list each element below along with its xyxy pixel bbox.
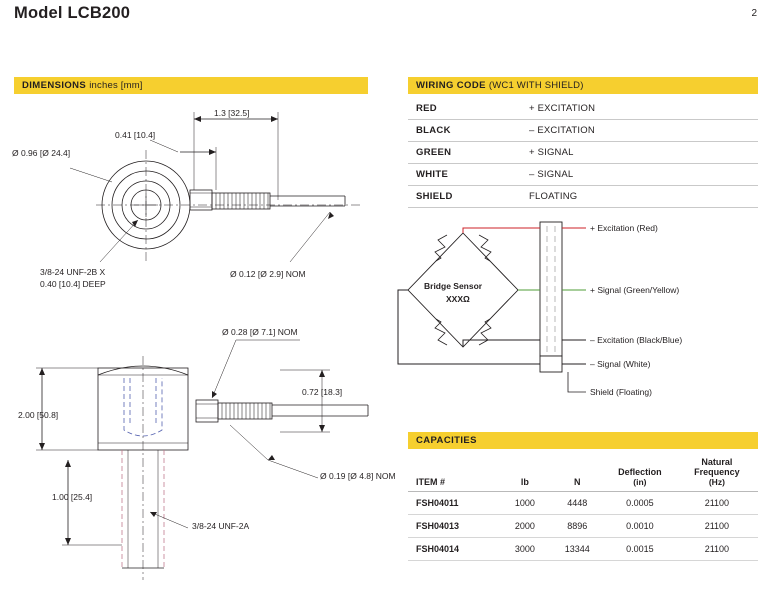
callout-cable-diameter-2: Ø 0.19 [Ø 4.8] NOM: [320, 471, 396, 481]
lead-label-excitation-positive: [590, 223, 658, 234]
table-row: [408, 492, 758, 515]
callout-cable-diameter: Ø 0.12 [Ø 2.9] NOM: [230, 269, 306, 279]
col-header-deflection-unit: (in): [633, 477, 647, 487]
cell-deflection: 0.0005: [604, 492, 676, 515]
cell-frequency: 21100: [676, 515, 758, 538]
lead-label-signal-positive: [590, 285, 679, 296]
col-header-frequency-text: Natural Frequency: [694, 457, 740, 477]
callout-thread-line2: 0.40 [10.4] DEEP: [40, 279, 106, 289]
cell-item: FSH04013: [408, 515, 499, 538]
wire-color: SHIELD: [408, 186, 521, 208]
wire-function: + EXCITATION: [521, 98, 758, 120]
col-header-item: ITEM #: [408, 453, 499, 492]
col-header-deflection: [604, 453, 676, 492]
lead-detail: (Red): [636, 223, 658, 233]
lead-detail: (Floating): [616, 387, 652, 397]
table-row: [408, 186, 758, 208]
callout-neck-length: 0.41 [10.4]: [115, 130, 156, 140]
table-row: [408, 120, 758, 142]
page-title: Model LCB200: [14, 4, 131, 22]
lead-detail: (Black/Blue): [636, 335, 683, 345]
callout-thread-line1: 3/8-24 UNF-2B X: [40, 267, 106, 277]
wire-function: FLOATING: [521, 186, 758, 208]
dimensions-section-title: DIMENSIONS: [22, 80, 87, 91]
cell-lb: 1000: [499, 492, 550, 515]
cable-strain-relief-2: [218, 403, 272, 419]
bridge-sensor-label-line1: Bridge Sensor: [424, 281, 483, 291]
callout-stud-length: 1.00 [25.4]: [52, 492, 93, 502]
table-row: [408, 538, 758, 561]
cell-n: 8896: [550, 515, 604, 538]
table-row: [408, 164, 758, 186]
dimensions-section-subtitle: inches [mm]: [89, 80, 143, 91]
col-header-frequency-unit: (Hz): [708, 477, 725, 487]
lead-detail: (White): [623, 359, 651, 369]
cable-strain-relief: [212, 193, 270, 209]
wire-function: + SIGNAL: [521, 142, 758, 164]
dimensions-section-header: [14, 77, 368, 94]
cell-item: FSH04011: [408, 492, 499, 515]
wire-color: WHITE: [408, 164, 521, 186]
callout-neck-height: 0.72 [18.3]: [302, 387, 343, 397]
wire-function: – SIGNAL: [521, 164, 758, 186]
loadcell-front-neck: [196, 400, 218, 422]
lead-name: + Signal: [590, 285, 621, 295]
cell-frequency: 21100: [676, 538, 758, 561]
cell-n: 4448: [550, 492, 604, 515]
wiring-code-table: [408, 98, 758, 208]
lead-name: + Excitation: [590, 223, 635, 233]
bridge-sensor-label-line2: XXXΩ: [446, 294, 470, 304]
table-row: [408, 98, 758, 120]
lead-label-signal-negative: [590, 359, 650, 370]
cell-frequency: 21100: [676, 492, 758, 515]
lead-label-shield: [590, 387, 652, 398]
callout-body-height: 2.00 [50.8]: [18, 410, 59, 420]
lead-name: Shield: [590, 387, 614, 397]
wiring-section-subtitle: (WC1 WITH SHIELD): [488, 80, 584, 91]
table-row: [408, 515, 758, 538]
col-header-n: N: [550, 453, 604, 492]
table-row: [408, 142, 758, 164]
loadcell-body-outer: [102, 161, 190, 249]
capacities-section-header: [408, 432, 758, 449]
wire-color: RED: [408, 98, 521, 120]
lead-name: – Signal: [590, 359, 621, 369]
cell-item: FSH04014: [408, 538, 499, 561]
callout-stud-thread: 3/8-24 UNF-2A: [192, 521, 250, 531]
lead-label-excitation-negative: [590, 335, 682, 346]
page-number: 2: [751, 8, 757, 19]
wiring-section-title: WIRING CODE: [416, 80, 486, 91]
cell-deflection: 0.0015: [604, 538, 676, 561]
wire-color: BLACK: [408, 120, 521, 142]
cell-lb: 2000: [499, 515, 550, 538]
wire-color: GREEN: [408, 142, 521, 164]
col-header-frequency: [676, 453, 758, 492]
loadcell-front-body: [98, 368, 188, 450]
lead-detail: (Green/Yellow): [623, 285, 680, 295]
capacities-section-title: CAPACITIES: [416, 435, 477, 446]
cell-deflection: 0.0010: [604, 515, 676, 538]
wiring-section-header: [408, 77, 758, 94]
cell-n: 13344: [550, 538, 604, 561]
col-header-deflection-text: Deflection: [618, 467, 662, 477]
capacities-table: [408, 453, 758, 561]
table-header-row: [408, 453, 758, 492]
cell-lb: 3000: [499, 538, 550, 561]
lead-name: – Excitation: [590, 335, 634, 345]
callout-overall-length: 1.3 [32.5]: [214, 108, 250, 118]
wire-function: – EXCITATION: [521, 120, 758, 142]
loadcell-neck: [190, 190, 212, 210]
callout-neck-diameter: Ø 0.28 [Ø 7.1] NOM: [222, 327, 298, 337]
callout-body-diameter: Ø 0.96 [Ø 24.4]: [12, 148, 71, 158]
col-header-lb: lb: [499, 453, 550, 492]
